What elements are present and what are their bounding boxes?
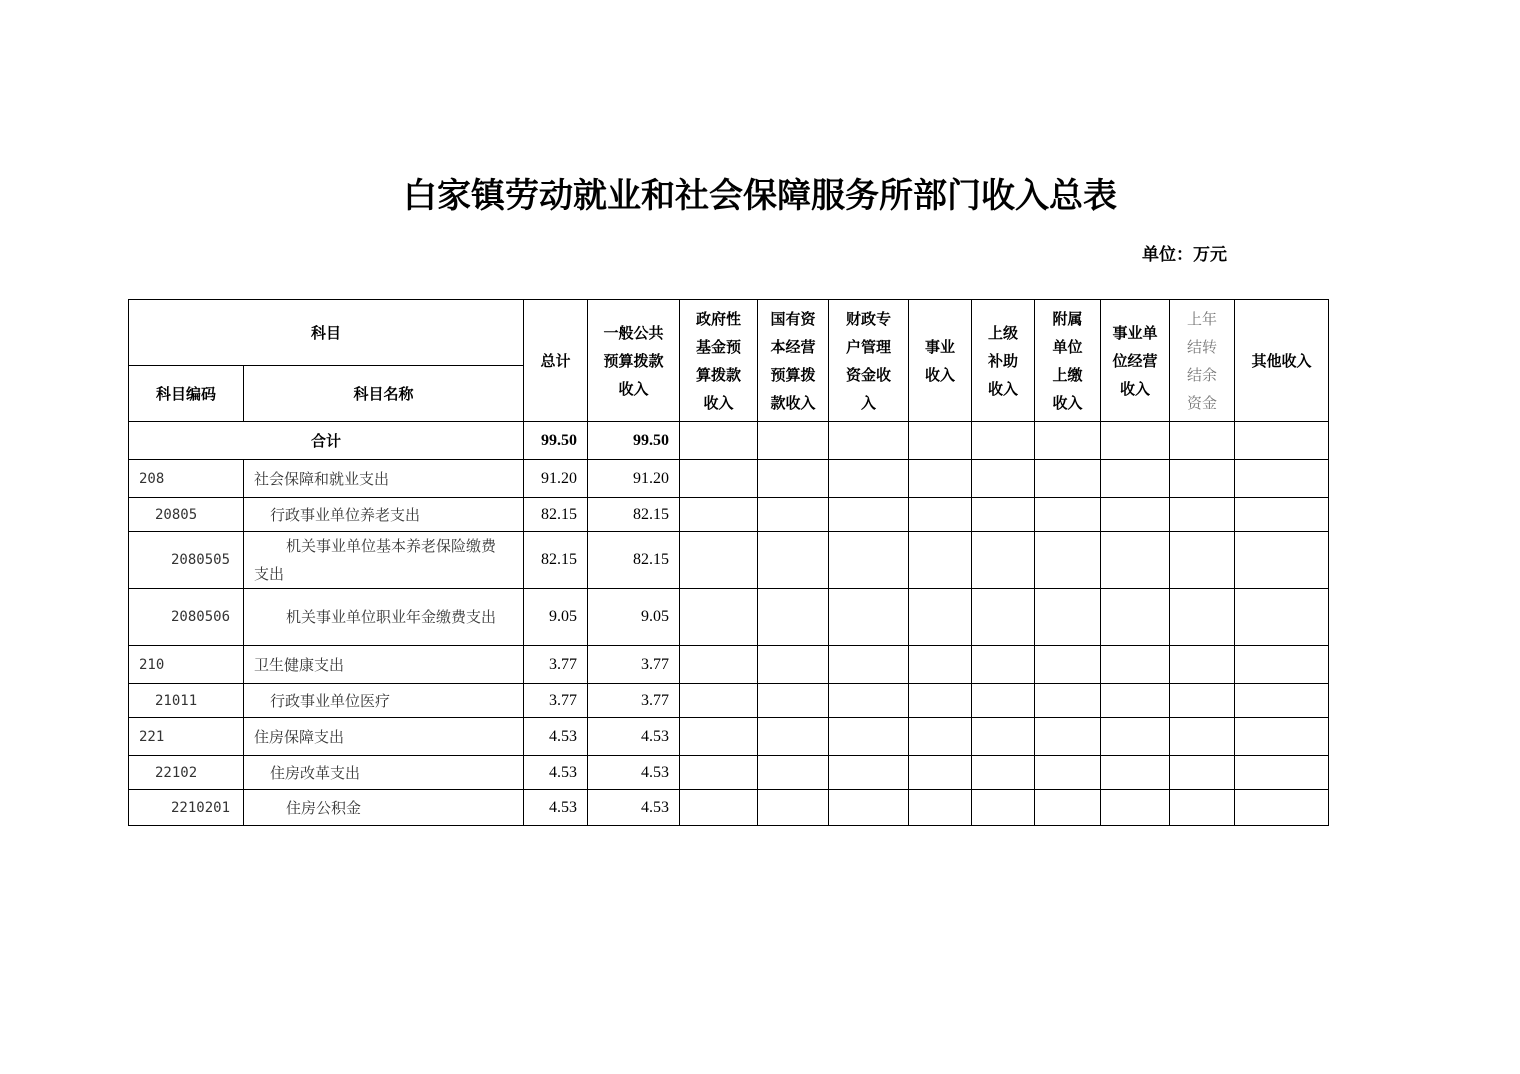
row-empty-cell — [909, 460, 972, 498]
row-empty-cell — [758, 646, 829, 684]
row-empty-cell — [1035, 790, 1101, 826]
page-title: 白家镇劳动就业和社会保障服务所部门收入总表 — [403, 176, 1117, 216]
totals-general-budget: 99.50 — [588, 422, 680, 460]
totals-total: 99.50 — [524, 422, 588, 460]
table-row — [129, 498, 1329, 532]
row-total: 82.15 — [524, 532, 588, 589]
table-row — [129, 532, 1329, 589]
row-empty-cell — [758, 460, 829, 498]
header-affiliated-income: 附属单位上缴收入 — [1035, 300, 1101, 422]
header-special-account: 财政专户管理资金收入 — [829, 300, 909, 422]
table-row — [129, 460, 1329, 498]
row-empty-cell — [909, 498, 972, 532]
row-name: 住房保障支出 — [244, 718, 524, 756]
row-empty-cell — [1235, 756, 1329, 790]
row-empty-cell — [1170, 460, 1235, 498]
row-empty-cell — [1101, 790, 1170, 826]
row-empty-cell — [758, 718, 829, 756]
row-name: 机关事业单位职业年金缴费支出 — [244, 589, 524, 646]
header-business-operating: 事业单位经营收入 — [1101, 300, 1170, 422]
row-empty-cell — [1235, 718, 1329, 756]
row-empty-cell — [758, 790, 829, 826]
row-code: 208 — [129, 460, 244, 498]
row-empty-cell — [1170, 498, 1235, 532]
row-empty-cell — [1235, 684, 1329, 718]
row-empty-cell — [1170, 684, 1235, 718]
row-empty-cell — [680, 589, 758, 646]
row-code: 2080506 — [129, 589, 244, 646]
row-empty-cell — [1235, 532, 1329, 589]
row-empty-cell — [909, 718, 972, 756]
row-empty-cell — [680, 756, 758, 790]
header-prior-year: 上年结转结余资金 — [1170, 300, 1235, 422]
row-general-budget: 4.53 — [588, 718, 680, 756]
row-empty-cell — [972, 718, 1035, 756]
row-empty-cell — [829, 460, 909, 498]
row-empty-cell — [972, 589, 1035, 646]
header-total: 总计 — [524, 300, 588, 422]
header-other-income: 其他收入 — [1235, 300, 1329, 422]
row-empty-cell — [1035, 756, 1101, 790]
row-empty-cell — [680, 646, 758, 684]
row-general-budget: 91.20 — [588, 460, 680, 498]
row-empty-cell — [1170, 718, 1235, 756]
table-row — [129, 790, 1329, 826]
row-empty-cell — [1235, 646, 1329, 684]
row-general-budget: 3.77 — [588, 646, 680, 684]
row-empty-cell — [1101, 589, 1170, 646]
header-subject-code: 科目编码 — [129, 366, 244, 422]
row-empty-cell — [1235, 460, 1329, 498]
row-empty-cell — [758, 589, 829, 646]
row-empty-cell — [758, 756, 829, 790]
row-total: 4.53 — [524, 718, 588, 756]
table-row — [129, 684, 1329, 718]
row-empty-cell — [1101, 646, 1170, 684]
row-empty-cell — [972, 532, 1035, 589]
row-empty-cell — [1035, 718, 1101, 756]
row-empty-cell — [1035, 646, 1101, 684]
row-general-budget: 82.15 — [588, 532, 680, 589]
row-empty-cell — [909, 756, 972, 790]
row-empty-cell — [1035, 498, 1101, 532]
row-total: 4.53 — [524, 790, 588, 826]
row-empty-cell — [680, 718, 758, 756]
row-empty-cell — [909, 532, 972, 589]
row-code: 210 — [129, 646, 244, 684]
row-empty-cell — [972, 646, 1035, 684]
row-empty-cell — [1170, 646, 1235, 684]
row-name: 住房公积金 — [244, 790, 524, 826]
row-empty-cell — [829, 589, 909, 646]
row-empty-cell — [829, 718, 909, 756]
row-empty-cell — [829, 684, 909, 718]
row-name: 社会保障和就业支出 — [244, 460, 524, 498]
row-empty-cell — [972, 790, 1035, 826]
totals-row — [129, 422, 1329, 460]
row-empty-cell — [1170, 756, 1235, 790]
row-empty-cell — [1101, 532, 1170, 589]
header-subject-name: 科目名称 — [244, 366, 524, 422]
row-empty-cell — [1170, 790, 1235, 826]
row-total: 82.15 — [524, 498, 588, 532]
header-business-income: 事业收入 — [909, 300, 972, 422]
row-empty-cell — [829, 498, 909, 532]
row-empty-cell — [909, 589, 972, 646]
row-empty-cell — [1101, 498, 1170, 532]
row-name: 机关事业单位基本养老保险缴费支出 — [244, 532, 524, 589]
row-empty-cell — [1170, 532, 1235, 589]
row-total: 3.77 — [524, 684, 588, 718]
table-row — [129, 589, 1329, 646]
row-name: 住房改革支出 — [244, 756, 524, 790]
row-empty-cell — [1101, 684, 1170, 718]
row-code: 221 — [129, 718, 244, 756]
row-code: 21011 — [129, 684, 244, 718]
row-empty-cell — [972, 460, 1035, 498]
row-empty-cell — [680, 790, 758, 826]
row-code: 22102 — [129, 756, 244, 790]
row-empty-cell — [1101, 756, 1170, 790]
row-empty-cell — [1235, 589, 1329, 646]
row-general-budget: 4.53 — [588, 790, 680, 826]
row-empty-cell — [1235, 498, 1329, 532]
header-state-capital: 国有资本经营预算拨款收入 — [758, 300, 829, 422]
row-empty-cell — [1035, 460, 1101, 498]
unit-label: 单位：万元 — [1142, 245, 1227, 265]
row-empty-cell — [829, 756, 909, 790]
row-empty-cell — [829, 532, 909, 589]
income-summary-table — [128, 299, 1329, 826]
row-name: 卫生健康支出 — [244, 646, 524, 684]
row-empty-cell — [758, 684, 829, 718]
table-row — [129, 646, 1329, 684]
row-name: 行政事业单位养老支出 — [244, 498, 524, 532]
row-code: 2080505 — [129, 532, 244, 589]
row-empty-cell — [680, 498, 758, 532]
header-gov-fund: 政府性基金预算拨款收入 — [680, 300, 758, 422]
row-general-budget: 4.53 — [588, 756, 680, 790]
row-empty-cell — [680, 460, 758, 498]
row-empty-cell — [909, 790, 972, 826]
row-empty-cell — [1035, 684, 1101, 718]
row-empty-cell — [680, 684, 758, 718]
totals-label: 合计 — [129, 422, 524, 460]
row-empty-cell — [1235, 790, 1329, 826]
row-total: 4.53 — [524, 756, 588, 790]
header-general-budget: 一般公共预算拨款收入 — [588, 300, 680, 422]
row-empty-cell — [1101, 460, 1170, 498]
row-general-budget: 3.77 — [588, 684, 680, 718]
row-empty-cell — [758, 532, 829, 589]
row-empty-cell — [1170, 589, 1235, 646]
row-name: 行政事业单位医疗 — [244, 684, 524, 718]
row-empty-cell — [1101, 718, 1170, 756]
row-empty-cell — [680, 532, 758, 589]
header-subject: 科目 — [129, 300, 524, 366]
row-general-budget: 82.15 — [588, 498, 680, 532]
row-total: 3.77 — [524, 646, 588, 684]
row-total: 91.20 — [524, 460, 588, 498]
row-empty-cell — [972, 684, 1035, 718]
row-code: 20805 — [129, 498, 244, 532]
row-empty-cell — [1035, 532, 1101, 589]
row-total: 9.05 — [524, 589, 588, 646]
row-code: 2210201 — [129, 790, 244, 826]
row-empty-cell — [829, 790, 909, 826]
table-row — [129, 756, 1329, 790]
row-empty-cell — [1035, 589, 1101, 646]
table-row — [129, 718, 1329, 756]
row-empty-cell — [909, 684, 972, 718]
row-general-budget: 9.05 — [588, 589, 680, 646]
row-empty-cell — [909, 646, 972, 684]
header-superior-subsidy: 上级补助收入 — [972, 300, 1035, 422]
row-empty-cell — [758, 498, 829, 532]
row-empty-cell — [972, 756, 1035, 790]
row-empty-cell — [972, 498, 1035, 532]
row-empty-cell — [829, 646, 909, 684]
